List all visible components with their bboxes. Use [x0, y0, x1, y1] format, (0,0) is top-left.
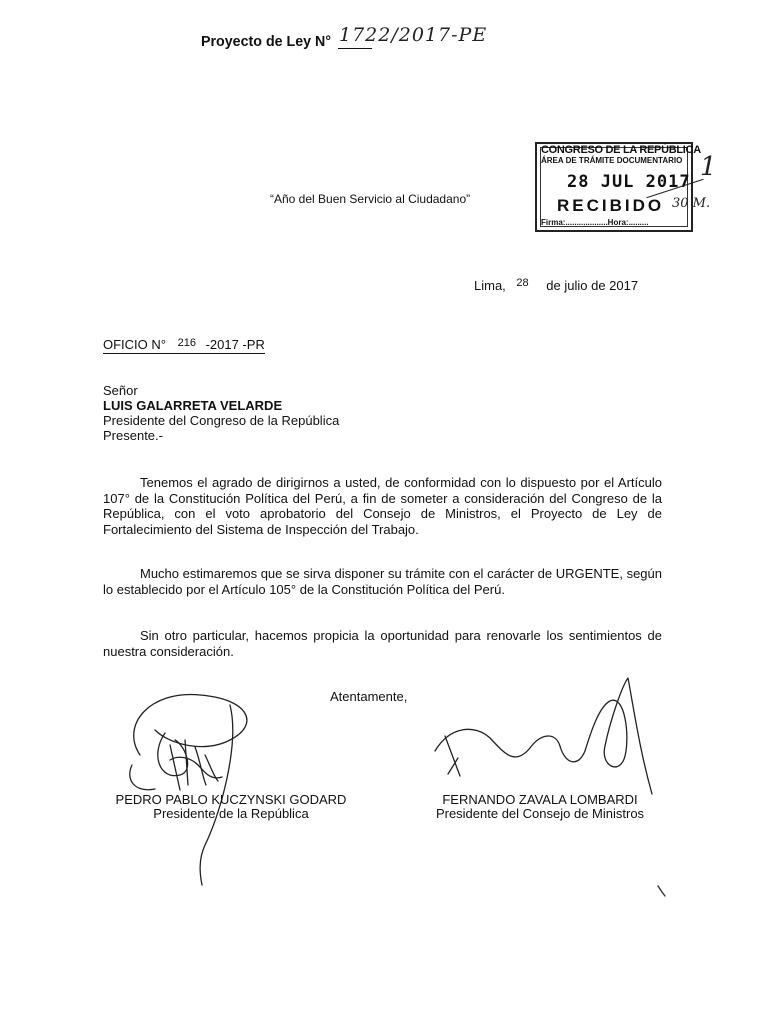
stamp-received: RECIBIDO [557, 196, 665, 215]
recipient-presente: Presente.- [103, 428, 163, 443]
project-number-handwritten: 1722/2017-PE [339, 24, 488, 46]
signer-2-name: FERNANDO ZAVALA LOMBARDI [442, 792, 638, 807]
office-prefix: OFICIO N° [103, 337, 166, 352]
stamp-sheet-mark: 1 [700, 152, 717, 182]
body-paragraph-1: Tenemos el agrado de dirigirnos a usted, de conformidad con lo dispuesto por el Artículo 107° de la Constitución Política del Perú, a fin de someter a consideración del Congreso de la República, con el voto aprobatorio del Consejo de Ministros, el Proyecto de Ley de Fortalecimiento del Sistema de Inspección del Trabajo. [103, 475, 662, 537]
signature-left [110, 685, 270, 890]
date-day: 28 [516, 277, 529, 289]
project-underline [338, 48, 372, 49]
closing: Atentamente, [330, 689, 408, 704]
date-rest: de julio de 2017 [546, 278, 639, 293]
project-header [201, 24, 488, 50]
stamp-firma-hora: Firma:...................Hora:......... [541, 218, 649, 227]
place-date [474, 278, 638, 293]
signer-1-role: Presidente de la República [153, 806, 309, 821]
stamp-area: ÁREA DE TRÁMITE DOCUMENTARIO [541, 156, 683, 165]
recipient-name: LUIS GALARRETA VELARDE [103, 398, 283, 413]
body-paragraph-2: Mucho estimaremos que se sirva disponer su trámite con el carácter de URGENTE, según lo establecido por el Artículo 105° de la Constitución Política del Perú. [103, 566, 662, 597]
reception-stamp [535, 142, 701, 232]
date-city: Lima, [474, 278, 506, 293]
signature-right [430, 676, 660, 796]
body-paragraph-3: Sin otro particular, hacemos propicia la oportunidad para renovarle los sentimientos de nuestra consideración. [103, 628, 662, 659]
stamp-time-mark: 30 M. [672, 196, 711, 211]
pen-mark [656, 884, 668, 898]
salutation: Señor [103, 383, 138, 398]
year-slogan: “Año del Buen Servicio al Ciudadano” [270, 192, 471, 206]
signer-1-name: PEDRO PABLO KUCZYNSKI GODARD [115, 792, 347, 807]
stamp-date: 28 JUL 2017 [567, 172, 691, 192]
project-label: Proyecto de Ley N° [201, 33, 332, 50]
office-reference [103, 337, 265, 354]
office-suffix: -2017 -PR [205, 337, 265, 352]
office-number: 216 [177, 337, 196, 349]
signer-2-role: Presidente del Consejo de Ministros [435, 806, 645, 821]
recipient-title: Presidente del Congreso de la República [103, 413, 340, 428]
stamp-title: CONGRESO DE LA REPÚBLICA [541, 144, 701, 156]
